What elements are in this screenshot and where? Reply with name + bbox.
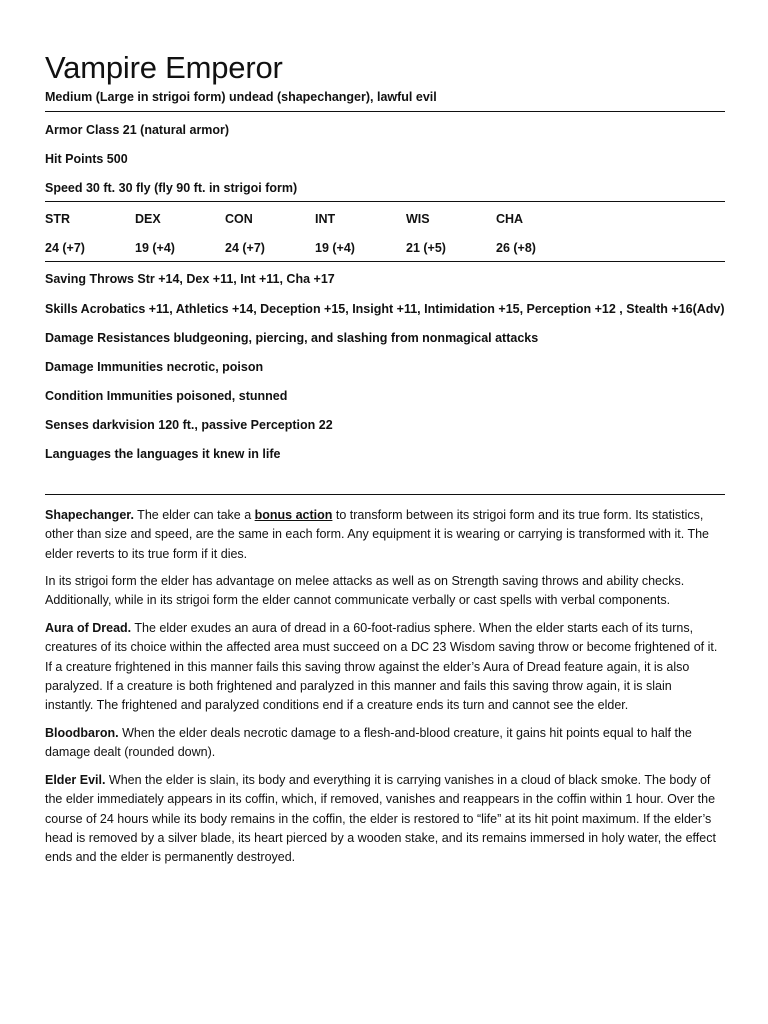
page-title: Vampire Emperor xyxy=(45,50,283,85)
divider xyxy=(45,261,725,262)
ability-value-con: 24 (+7) xyxy=(225,241,265,255)
trait-text: The elder can take a xyxy=(133,508,255,522)
trait-text: The elder exudes an aura of dread in a 60-foot-radius sphere. When the elder starts each of its turns, creatures of its choice within the affected area must succeed on a DC 23 Wisdom saving throw or become frightened of it. If a creature frightened in this manner fails this saving throw against the elder’s Aura of Dread feature again, it is also paralyzed. If a creature is both frightened and paralyzed in this manner and fails this saving throw again, it is slain instantly. The frightened and paralyzed conditions end if a creature ends its turn and cannot see the elder. xyxy=(45,621,718,713)
ability-header-cha: CHA xyxy=(496,212,524,226)
ability-value-str: 24 (+7) xyxy=(45,241,85,255)
trait-shapechanger xyxy=(45,506,723,564)
divider xyxy=(45,494,725,495)
skills: Skills Acrobatics +11, Athletics +14, Deception +15, Insight +11, Intimidation +15, Perception +12 , Stealth +16(Adv) xyxy=(45,302,725,316)
ability-header-str: STR xyxy=(45,212,70,226)
trait-name: Bloodbaron. xyxy=(45,726,119,740)
trait-bloodbaron xyxy=(45,724,723,763)
trait-text: When the elder deals necrotic damage to a flesh-and-blood creature, it gains hit points equal to half the damage dealt (rounded down). xyxy=(45,726,692,760)
armor-class: Armor Class 21 (natural armor) xyxy=(45,123,230,137)
trait-text: to transform between its strigoi form and its true form. Its statistics, other than size and speed, are the same in each form. Any equipment it is wearing or carrying is transformed with it. The elder reverts to its true form if it dies. xyxy=(45,508,709,561)
damage-resistances: Damage Resistances bludgeoning, piercing, and slashing from nonmagical attacks xyxy=(45,331,539,345)
ability-header-dex: DEX xyxy=(135,212,161,226)
hit-points: Hit Points 500 xyxy=(45,152,128,166)
ability-value-cha: 26 (+8) xyxy=(496,241,536,255)
trait-elder-evil xyxy=(45,771,723,867)
divider xyxy=(45,111,725,112)
creature-type: Medium (Large in strigoi form) undead (shapechanger), lawful evil xyxy=(45,90,437,104)
bonus-action-link[interactable]: bonus action xyxy=(254,508,333,522)
trait-name: Elder Evil. xyxy=(45,773,106,787)
trait-text: When the elder is slain, its body and everything it is carrying vanishes in a cloud of black smoke. The body of the elder immediately appears in its coffin, which, if removed, vanishes and reappears in the coffin within 1 hour. Over the course of 24 hours while its body remains in the coffin, the elder is restored to “life” at its hit point maximum. If the elder’s head is removed by a silver blade, its heart pierced by a wooden stake, and its remains immersed in holy water, the effect ends and the elder is permanently destroyed. xyxy=(45,773,716,865)
languages: Languages the languages it knew in life xyxy=(45,447,281,461)
trait-name: Shapechanger. xyxy=(45,508,134,522)
speed: Speed 30 ft. 30 fly (fly 90 ft. in strigoi form) xyxy=(45,181,298,195)
ability-header-int: INT xyxy=(315,212,336,226)
condition-immunities: Condition Immunities poisoned, stunned xyxy=(45,389,288,403)
ability-header-wis: WIS xyxy=(406,212,430,226)
damage-immunities: Damage Immunities necrotic, poison xyxy=(45,360,264,374)
ability-value-dex: 19 (+4) xyxy=(135,241,175,255)
ability-header-con: CON xyxy=(225,212,253,226)
divider xyxy=(45,201,725,202)
trait-aura-of-dread xyxy=(45,619,723,715)
ability-value-int: 19 (+4) xyxy=(315,241,355,255)
trait-strigoi-form: In its strigoi form the elder has advantage on melee attacks as well as on Strength saving throws and ability checks. Additionally, while in its strigoi form the elder cannot communicate verbally or cast spells with verbal components. xyxy=(45,574,685,608)
senses: Senses darkvision 120 ft., passive Perception 22 xyxy=(45,418,333,432)
trait-name: Aura of Dread. xyxy=(45,621,132,635)
ability-value-wis: 21 (+5) xyxy=(406,241,446,255)
saving-throws: Saving Throws Str +14, Dex +11, Int +11, Cha +17 xyxy=(45,272,335,286)
